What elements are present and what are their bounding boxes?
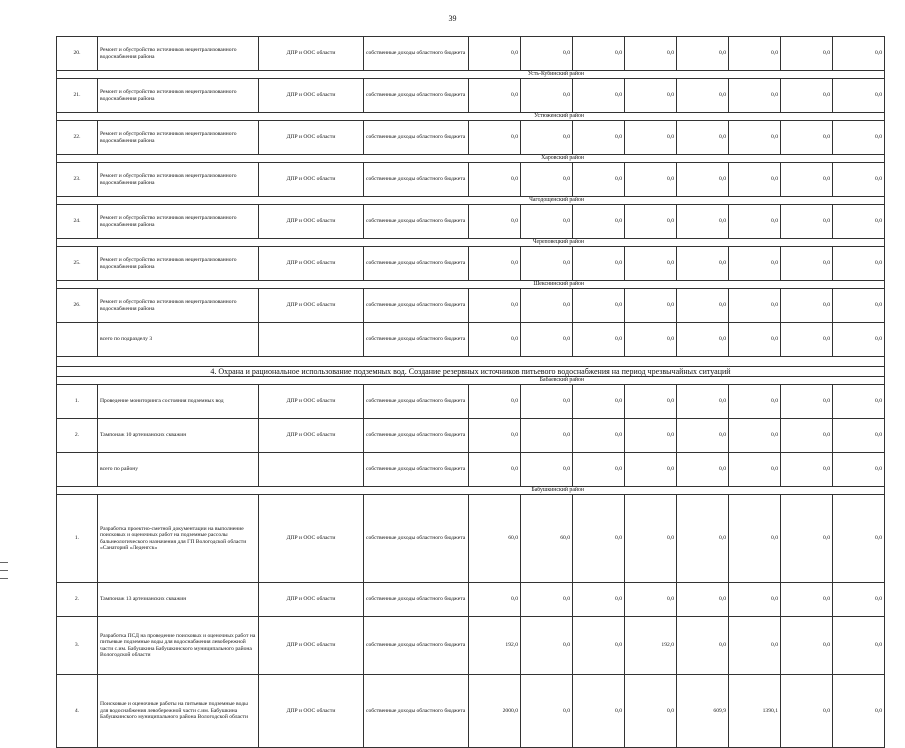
table-row bbox=[57, 495, 885, 583]
table-row bbox=[57, 247, 885, 281]
row-funding-source: собственные доходы областного бюджета bbox=[364, 495, 469, 583]
row-value: 0,0 bbox=[781, 385, 833, 419]
row-value: 0,0 bbox=[833, 79, 885, 113]
row-value: 0,0 bbox=[833, 583, 885, 617]
row-value: 0,0 bbox=[781, 323, 833, 357]
row-value: 0,0 bbox=[469, 79, 521, 113]
row-number: 23. bbox=[57, 163, 98, 197]
row-value: 192,0 bbox=[469, 617, 521, 675]
district-name: Харовский район bbox=[57, 155, 885, 163]
district-name: Бабаевский район bbox=[57, 377, 885, 385]
row-value: 0,0 bbox=[833, 163, 885, 197]
row-value: 0,0 bbox=[625, 495, 677, 583]
table-row bbox=[57, 617, 885, 675]
section-title: 4. Охрана и рациональное использование подземных вод. Создание резервных источников питьевого водоснабжения на период чрезвычайных ситуаций bbox=[57, 367, 885, 377]
row-value: 0,0 bbox=[677, 37, 729, 71]
row-value: 0,0 bbox=[833, 617, 885, 675]
row-value: 0,0 bbox=[625, 121, 677, 155]
margin-mark bbox=[0, 562, 8, 563]
row-responsible: ДПР и ООС области bbox=[259, 79, 364, 113]
row-value: 0,0 bbox=[469, 205, 521, 239]
district-name: Бабушкинский район bbox=[57, 487, 885, 495]
row-value: 0,0 bbox=[781, 289, 833, 323]
row-value: 0,0 bbox=[625, 289, 677, 323]
row-value: 0,0 bbox=[573, 583, 625, 617]
row-value: 0,0 bbox=[781, 583, 833, 617]
row-responsible: ДПР и ООС области bbox=[259, 495, 364, 583]
table-body bbox=[57, 37, 885, 748]
row-value: 0,0 bbox=[573, 289, 625, 323]
row-number: 1. bbox=[57, 495, 98, 583]
row-value: 0,0 bbox=[677, 385, 729, 419]
row-value: 0,0 bbox=[781, 121, 833, 155]
table-row bbox=[57, 583, 885, 617]
row-value: 0,0 bbox=[729, 583, 781, 617]
row-value: 0,0 bbox=[521, 79, 573, 113]
row-value: 0,0 bbox=[573, 675, 625, 748]
row-funding-source: собственные доходы областного бюджета bbox=[364, 247, 469, 281]
row-activity: Тампонаж 10 артезианских скважин bbox=[98, 419, 259, 453]
row-funding-source: собственные доходы областного бюджета bbox=[364, 385, 469, 419]
row-value: 0,0 bbox=[469, 583, 521, 617]
row-value: 0,0 bbox=[573, 419, 625, 453]
table-row bbox=[57, 205, 885, 239]
row-value: 0,0 bbox=[677, 121, 729, 155]
row-value: 0,0 bbox=[729, 323, 781, 357]
row-activity: Ремонт и обустройство источников нецентрализованного водоснабжения района bbox=[98, 121, 259, 155]
row-funding-source: собственные доходы областного бюджета bbox=[364, 453, 469, 487]
row-value: 0,0 bbox=[781, 675, 833, 748]
table-row bbox=[57, 323, 885, 357]
row-number bbox=[57, 323, 98, 357]
row-value: 0,0 bbox=[833, 385, 885, 419]
row-value: 0,0 bbox=[781, 163, 833, 197]
row-value: 0,0 bbox=[677, 419, 729, 453]
row-number: 2. bbox=[57, 419, 98, 453]
row-value: 0,0 bbox=[469, 121, 521, 155]
row-number: 20. bbox=[57, 37, 98, 71]
row-funding-source: собственные доходы областного бюджета bbox=[364, 675, 469, 748]
margin-marks bbox=[0, 562, 8, 586]
row-value: 0,0 bbox=[625, 205, 677, 239]
district-name: Усть-Кубинский район bbox=[57, 71, 885, 79]
row-funding-source: собственные доходы областного бюджета bbox=[364, 79, 469, 113]
row-activity: всего по району bbox=[98, 453, 259, 487]
row-value: 0,0 bbox=[729, 495, 781, 583]
row-value: 0,0 bbox=[521, 419, 573, 453]
row-value: 0,0 bbox=[521, 247, 573, 281]
row-value: 0,0 bbox=[677, 247, 729, 281]
row-value: 0,0 bbox=[573, 453, 625, 487]
row-value: 0,0 bbox=[833, 121, 885, 155]
table-row bbox=[57, 453, 885, 487]
row-value: 0,0 bbox=[521, 205, 573, 239]
row-responsible: ДПР и ООС области bbox=[259, 289, 364, 323]
row-value: 1390,1 bbox=[729, 675, 781, 748]
row-value: 0,0 bbox=[833, 205, 885, 239]
row-activity: Ремонт и обустройство источников нецентрализованного водоснабжения района bbox=[98, 289, 259, 323]
row-value: 0,0 bbox=[833, 323, 885, 357]
row-value: 0,0 bbox=[625, 675, 677, 748]
margin-mark bbox=[0, 570, 8, 571]
row-value: 0,0 bbox=[729, 289, 781, 323]
table-row bbox=[57, 37, 885, 71]
row-value: 0,0 bbox=[573, 205, 625, 239]
row-value: 0,0 bbox=[625, 37, 677, 71]
row-value: 0,0 bbox=[781, 247, 833, 281]
row-number bbox=[57, 453, 98, 487]
district-header-row bbox=[57, 239, 885, 247]
row-number: 21. bbox=[57, 79, 98, 113]
row-value: 0,0 bbox=[781, 79, 833, 113]
row-value: 0,0 bbox=[781, 453, 833, 487]
row-activity: Ремонт и обустройство источников нецентрализованного водоснабжения района bbox=[98, 205, 259, 239]
row-value: 0,0 bbox=[677, 289, 729, 323]
row-value: 60,0 bbox=[469, 495, 521, 583]
row-value: 0,0 bbox=[833, 289, 885, 323]
row-value: 0,0 bbox=[781, 205, 833, 239]
margin-mark bbox=[0, 578, 8, 579]
row-value: 0,0 bbox=[781, 617, 833, 675]
row-value: 0,0 bbox=[729, 617, 781, 675]
table-row bbox=[57, 289, 885, 323]
row-funding-source: собственные доходы областного бюджета bbox=[364, 205, 469, 239]
district-name: Череповецкий район bbox=[57, 239, 885, 247]
row-activity: Ремонт и обустройство источников нецентрализованного водоснабжения района bbox=[98, 37, 259, 71]
row-value: 0,0 bbox=[833, 37, 885, 71]
row-value: 0,0 bbox=[781, 37, 833, 71]
row-responsible: ДПР и ООС области bbox=[259, 247, 364, 281]
row-value: 0,0 bbox=[521, 163, 573, 197]
district-name: Шекснинский район bbox=[57, 281, 885, 289]
row-value: 0,0 bbox=[573, 163, 625, 197]
row-value: 0,0 bbox=[781, 419, 833, 453]
row-value: 0,0 bbox=[521, 385, 573, 419]
row-responsible: ДПР и ООС области bbox=[259, 675, 364, 748]
row-value: 0,0 bbox=[833, 247, 885, 281]
row-value: 0,0 bbox=[521, 617, 573, 675]
row-value: 0,0 bbox=[469, 323, 521, 357]
row-value: 0,0 bbox=[833, 419, 885, 453]
table-row bbox=[57, 675, 885, 748]
row-value: 0,0 bbox=[521, 453, 573, 487]
table-row bbox=[57, 121, 885, 155]
row-value: 0,0 bbox=[469, 163, 521, 197]
row-value: 0,0 bbox=[729, 453, 781, 487]
row-value: 0,0 bbox=[677, 163, 729, 197]
row-funding-source: собственные доходы областного бюджета bbox=[364, 121, 469, 155]
row-value: 0,0 bbox=[677, 495, 729, 583]
row-value: 60,0 bbox=[521, 495, 573, 583]
row-responsible bbox=[259, 323, 364, 357]
district-header-row bbox=[57, 113, 885, 121]
row-responsible: ДПР и ООС области bbox=[259, 419, 364, 453]
row-responsible: ДПР и ООС области bbox=[259, 617, 364, 675]
row-responsible: ДПР и ООС области bbox=[259, 583, 364, 617]
row-number: 2. bbox=[57, 583, 98, 617]
row-number: 26. bbox=[57, 289, 98, 323]
row-value: 0,0 bbox=[729, 121, 781, 155]
table-row bbox=[57, 163, 885, 197]
row-funding-source: собственные доходы областного бюджета bbox=[364, 37, 469, 71]
row-funding-source: собственные доходы областного бюджета bbox=[364, 323, 469, 357]
row-responsible: ДПР и ООС области bbox=[259, 121, 364, 155]
row-responsible: ДПР и ООС области bbox=[259, 205, 364, 239]
row-value: 0,0 bbox=[625, 323, 677, 357]
row-value: 0,0 bbox=[521, 289, 573, 323]
row-value: 0,0 bbox=[469, 247, 521, 281]
table-row bbox=[57, 419, 885, 453]
row-responsible: ДПР и ООС области bbox=[259, 37, 364, 71]
row-number: 1. bbox=[57, 385, 98, 419]
row-activity: Ремонт и обустройство источников нецентрализованного водоснабжения района bbox=[98, 79, 259, 113]
row-value: 0,0 bbox=[677, 205, 729, 239]
row-value: 0,0 bbox=[625, 163, 677, 197]
row-value: 0,0 bbox=[729, 79, 781, 113]
row-responsible: ДПР и ООС области bbox=[259, 163, 364, 197]
row-value: 0,0 bbox=[729, 419, 781, 453]
row-value: 0,0 bbox=[677, 323, 729, 357]
district-header-row bbox=[57, 281, 885, 289]
row-funding-source: собственные доходы областного бюджета bbox=[364, 583, 469, 617]
row-activity: Тампонаж 13 артезианских скважин bbox=[98, 583, 259, 617]
row-value: 0,0 bbox=[521, 323, 573, 357]
row-value: 0,0 bbox=[677, 453, 729, 487]
row-value: 0,0 bbox=[625, 79, 677, 113]
district-name: Чагодощенский район bbox=[57, 197, 885, 205]
row-number: 24. bbox=[57, 205, 98, 239]
row-value: 0,0 bbox=[625, 583, 677, 617]
section-header-row bbox=[57, 367, 885, 377]
row-value: 609,9 bbox=[677, 675, 729, 748]
row-activity: Ремонт и обустройство источников нецентрализованного водоснабжения района bbox=[98, 247, 259, 281]
row-value: 2000,0 bbox=[469, 675, 521, 748]
row-value: 0,0 bbox=[729, 247, 781, 281]
row-value: 0,0 bbox=[677, 583, 729, 617]
row-value: 0,0 bbox=[677, 617, 729, 675]
row-value: 0,0 bbox=[521, 583, 573, 617]
district-header-row bbox=[57, 377, 885, 385]
row-value: 0,0 bbox=[573, 37, 625, 71]
row-value: 0,0 bbox=[469, 453, 521, 487]
row-value: 0,0 bbox=[469, 385, 521, 419]
row-value: 0,0 bbox=[469, 289, 521, 323]
row-funding-source: собственные доходы областного бюджета bbox=[364, 617, 469, 675]
district-header-row bbox=[57, 197, 885, 205]
row-value: 192,0 bbox=[625, 617, 677, 675]
row-value: 0,0 bbox=[521, 37, 573, 71]
row-funding-source: собственные доходы областного бюджета bbox=[364, 289, 469, 323]
row-value: 0,0 bbox=[729, 205, 781, 239]
row-value: 0,0 bbox=[573, 247, 625, 281]
row-value: 0,0 bbox=[573, 79, 625, 113]
row-activity: Разработка ПСД на проведение поисковых и оценочных работ на питьевые подземные воды для водоснабжения левобережной части с.им. Бабушкина Бабушкинского муниципального района Вологодской области bbox=[98, 617, 259, 675]
row-value: 0,0 bbox=[469, 37, 521, 71]
page-number: 39 bbox=[448, 14, 457, 23]
district-header-row bbox=[57, 155, 885, 163]
district-header-row bbox=[57, 487, 885, 495]
district-header-row bbox=[57, 71, 885, 79]
row-value: 0,0 bbox=[625, 419, 677, 453]
row-value: 0,0 bbox=[833, 453, 885, 487]
row-number: 25. bbox=[57, 247, 98, 281]
district-name: Устюженский район bbox=[57, 113, 885, 121]
row-value: 0,0 bbox=[625, 453, 677, 487]
row-activity: Разработка проектно-сметной документации на выполнение поисковых и оценочных работ на подземные рассолы бальнеологического назначения для ГП Вологодской области «Санаторий «Леденгск» bbox=[98, 495, 259, 583]
row-funding-source: собственные доходы областного бюджета bbox=[364, 163, 469, 197]
row-activity: всего по подразделу 3 bbox=[98, 323, 259, 357]
row-value: 0,0 bbox=[573, 495, 625, 583]
row-responsible: ДПР и ООС области bbox=[259, 385, 364, 419]
row-activity: Ремонт и обустройство источников нецентрализованного водоснабжения района bbox=[98, 163, 259, 197]
row-value: 0,0 bbox=[677, 79, 729, 113]
row-activity: Проведение мониторинга состояния подземных вод bbox=[98, 385, 259, 419]
row-funding-source: собственные доходы областного бюджета bbox=[364, 419, 469, 453]
row-value: 0,0 bbox=[625, 247, 677, 281]
row-value: 0,0 bbox=[521, 121, 573, 155]
row-value: 0,0 bbox=[729, 385, 781, 419]
row-value: 0,0 bbox=[625, 385, 677, 419]
row-number: 3. bbox=[57, 617, 98, 675]
row-value: 0,0 bbox=[573, 385, 625, 419]
row-value: 0,0 bbox=[833, 495, 885, 583]
row-value: 0,0 bbox=[573, 617, 625, 675]
row-value: 0,0 bbox=[729, 163, 781, 197]
row-value: 0,0 bbox=[573, 323, 625, 357]
spacer-row bbox=[57, 357, 885, 367]
row-responsible bbox=[259, 453, 364, 487]
budget-table bbox=[56, 36, 885, 748]
row-value: 0,0 bbox=[729, 37, 781, 71]
row-number: 22. bbox=[57, 121, 98, 155]
table-row bbox=[57, 79, 885, 113]
spacer-cell bbox=[57, 357, 885, 367]
row-value: 0,0 bbox=[573, 121, 625, 155]
row-value: 0,0 bbox=[521, 675, 573, 748]
row-value: 0,0 bbox=[469, 419, 521, 453]
row-activity: Поисковые и оценочные работы на питьевые подземные воды для водоснабжения левобережной части с.им. Бабушкина Бабушкинского муниципального района Вологодской области bbox=[98, 675, 259, 748]
row-number: 4. bbox=[57, 675, 98, 748]
row-value: 0,0 bbox=[833, 675, 885, 748]
table-row bbox=[57, 385, 885, 419]
row-value: 0,0 bbox=[781, 495, 833, 583]
